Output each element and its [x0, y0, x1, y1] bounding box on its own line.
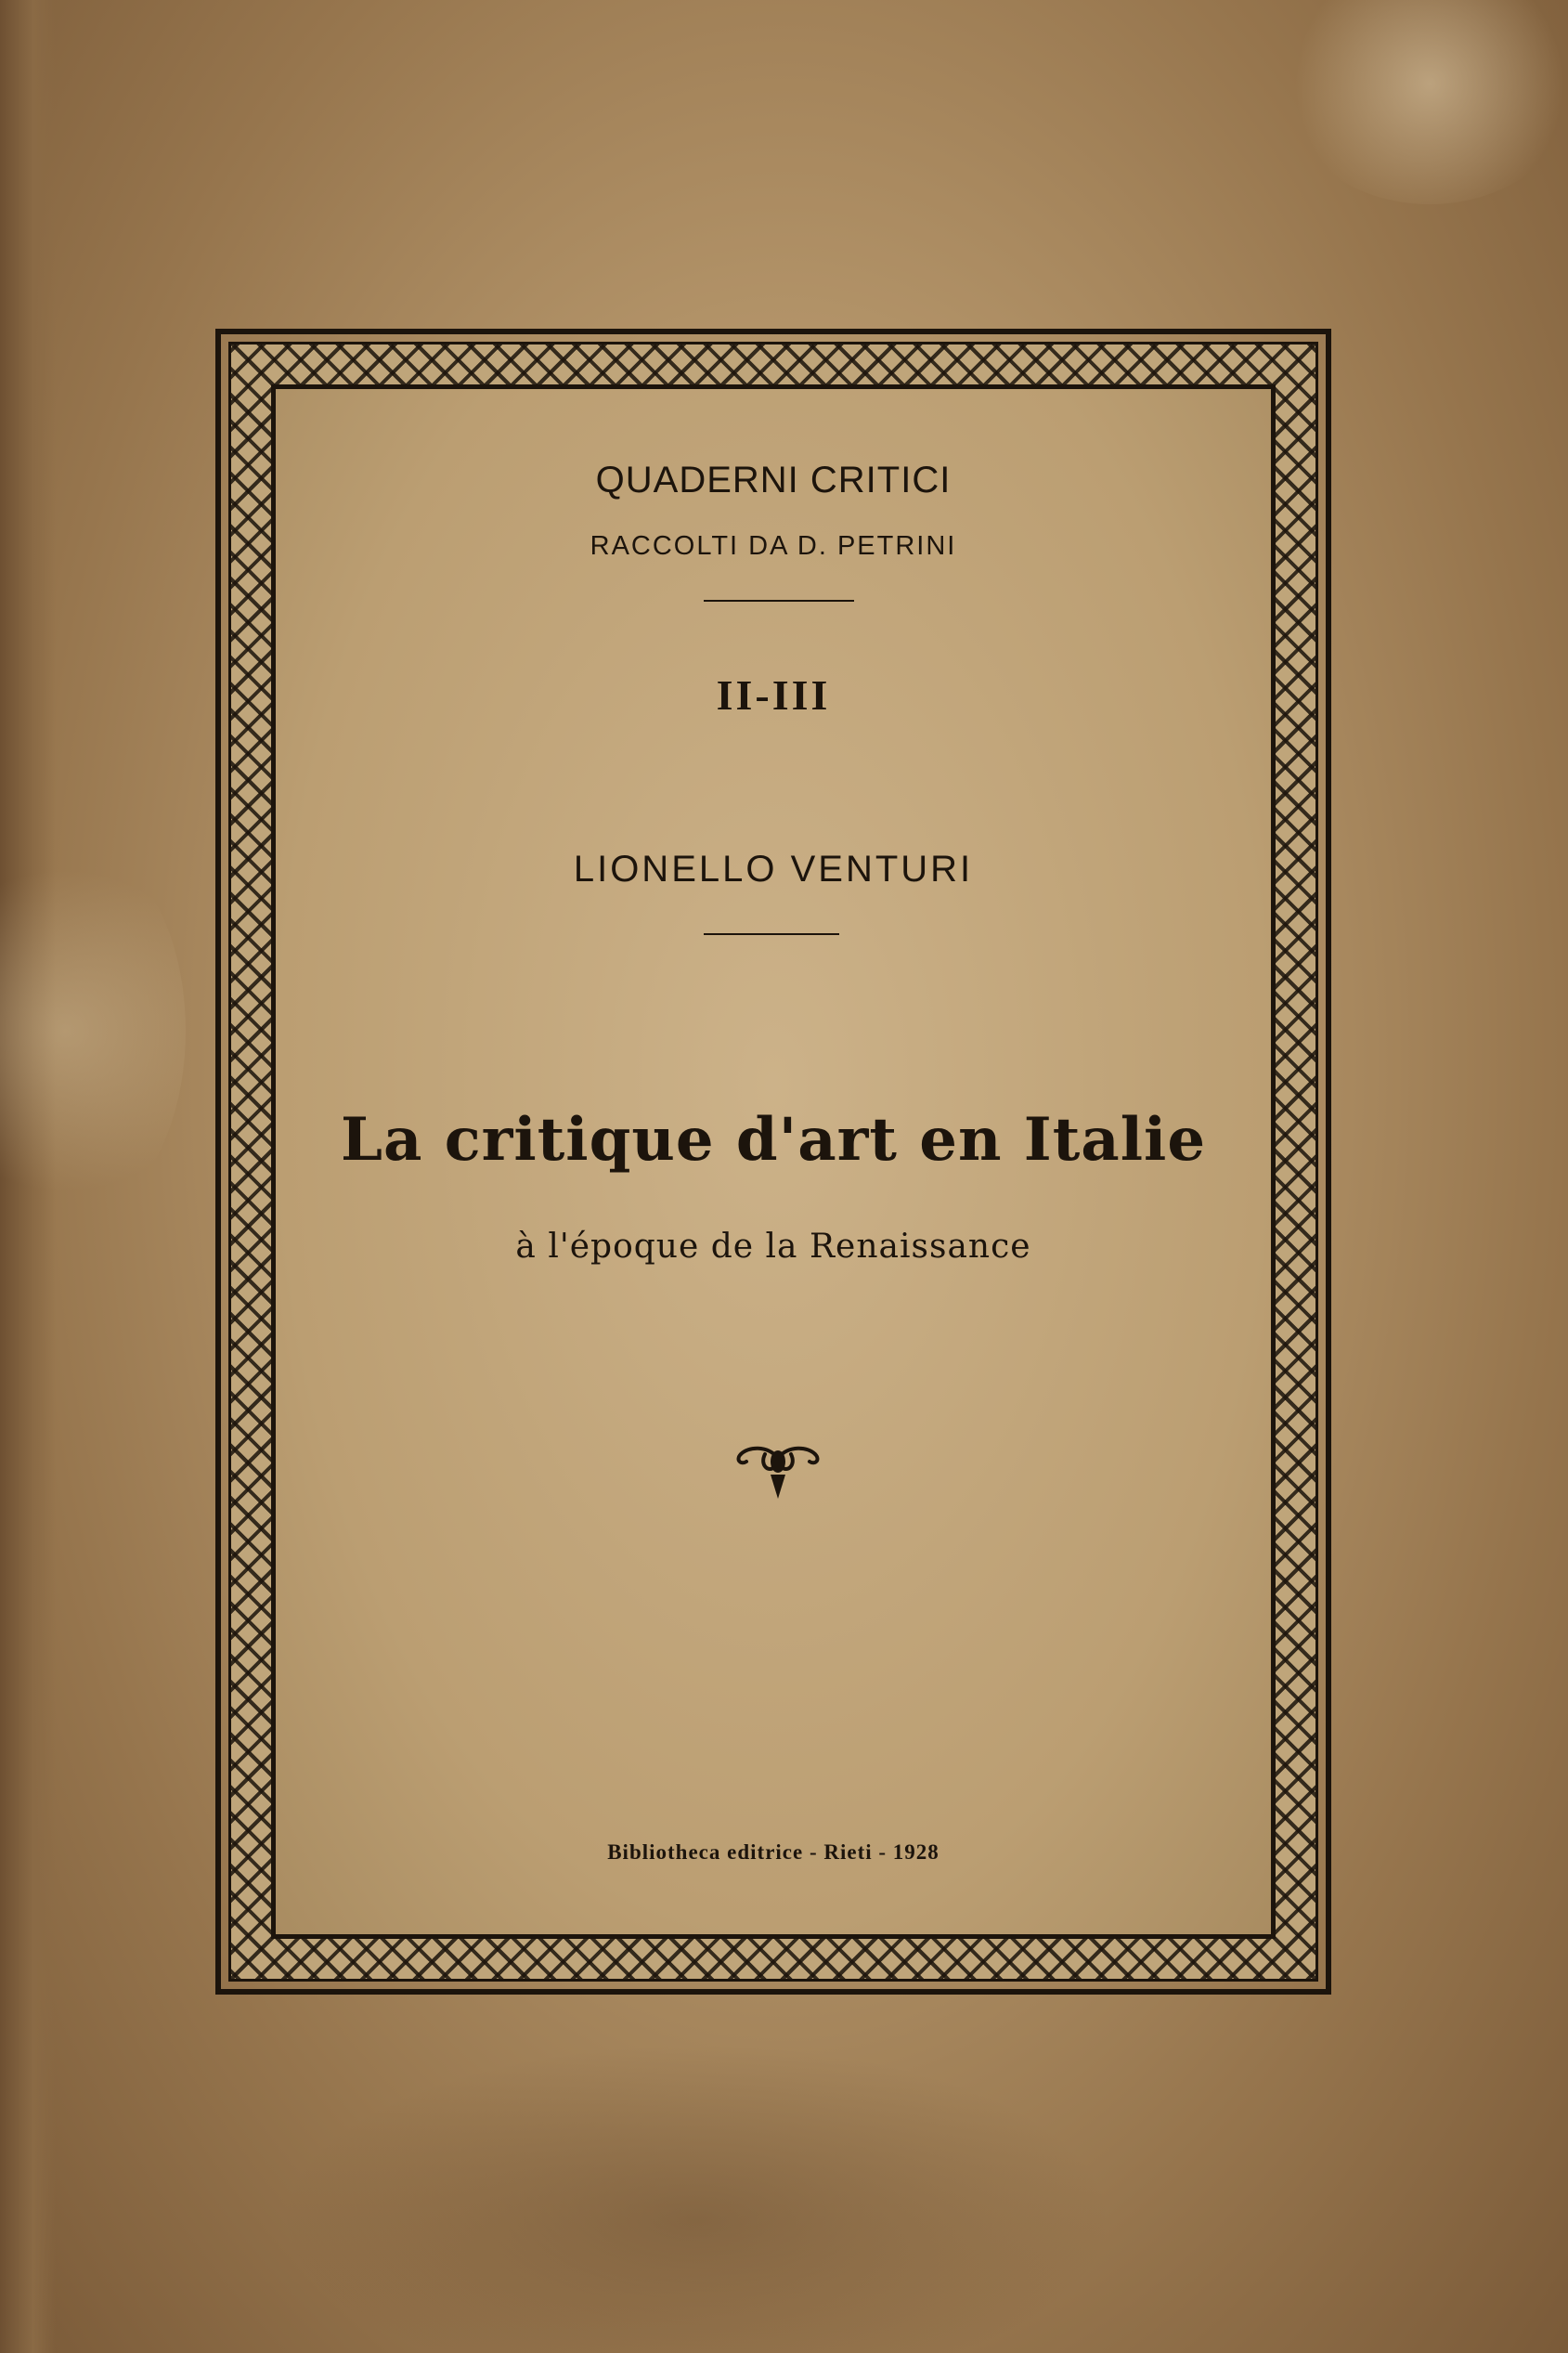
cover-spine-edge — [0, 0, 56, 2353]
divider-rule-top — [704, 600, 854, 602]
fleuron-ornament-icon — [732, 1441, 824, 1506]
author-name: LIONELLO VENTURI — [573, 849, 974, 890]
series-subtitle: RACCOLTI DA D. PETRINI — [590, 531, 957, 561]
series-title: QUADERNI CRITICI — [595, 460, 952, 500]
volume-number: II-III — [716, 671, 831, 719]
stain-bottom — [279, 2043, 1114, 2353]
book-subtitle: à l'époque de la Renaissance — [515, 1228, 1031, 1266]
divider-rule-middle — [704, 933, 839, 935]
book-title: La critique d'art en Italie — [340, 1105, 1207, 1175]
publisher-imprint: Bibliotheca editrice - Rieti - 1928 — [607, 1840, 940, 1864]
stain-top-right — [1281, 0, 1568, 204]
